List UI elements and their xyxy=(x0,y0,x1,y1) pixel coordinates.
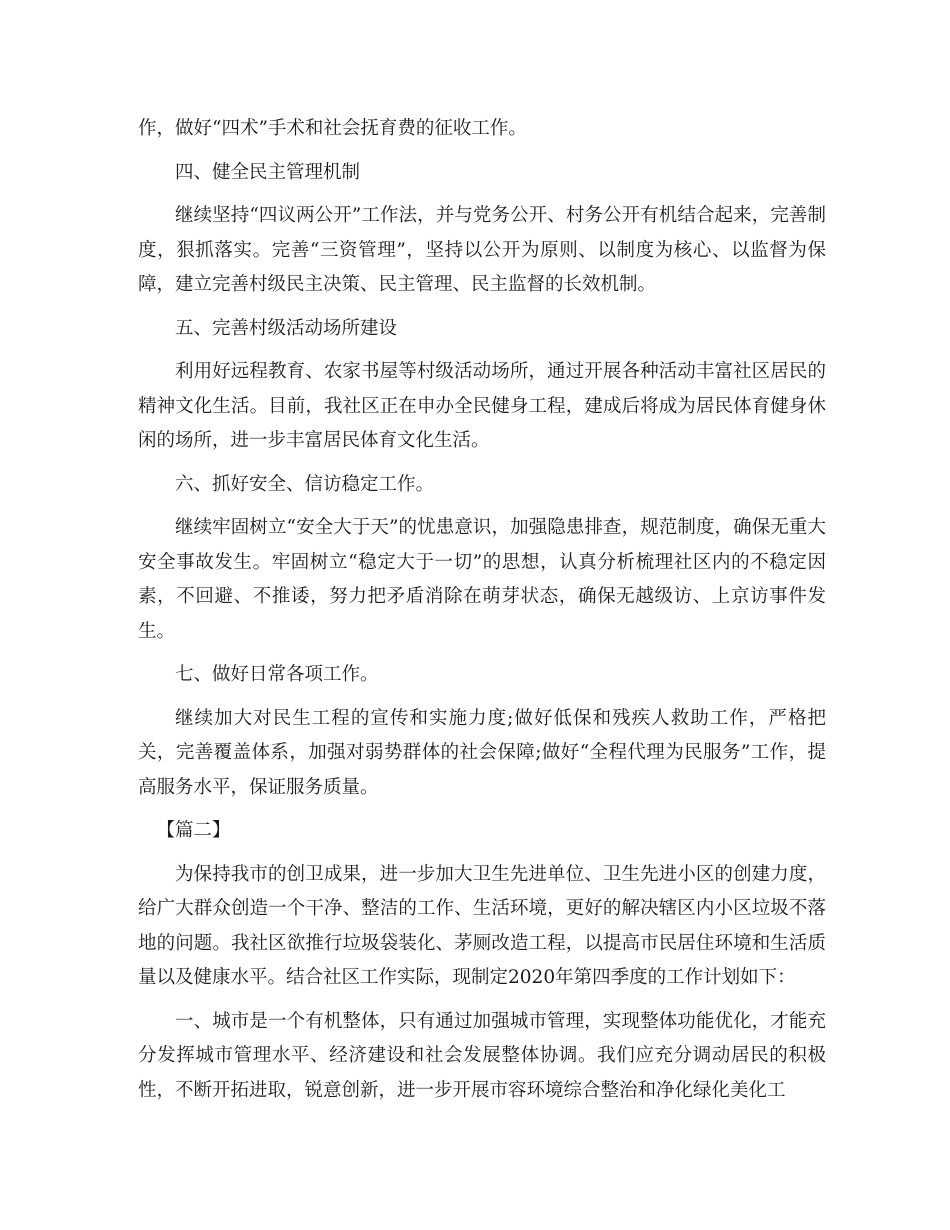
body-paragraph: 为保持我市的创卫成果，进一步加大卫生先进单位、卫生先进小区的创建力度，给广大群众创造一个干净、整洁的工作、生活环境，更好的解决辖区内小区垃圾不落地的问题。我社区欲推行垃圾袋装化、茅厕改造工程，以提高市民居住环境和生活质量以及健康水平。结合社区工作实际，现制定2020年第四季度的工作计划如下： xyxy=(138,863,826,988)
body-paragraph: 一、城市是一个有机整体，只有通过加强城市管理，实现整体功能优化，才能充分发挥城市管理水平、经济建设和社会发展整体协调。我们应充分调动居民的积极性，不断开拓进取，锐意创新，进一步开展市容环境综合整治和净化绿化美化工 xyxy=(138,1010,826,1101)
section-heading-6: 六、抓好安全、信访稳定工作。 xyxy=(175,473,435,495)
body-paragraph: 继续加大对民生工程的宣传和实施力度;做好低保和残疾人救助工作，严格把关，完善覆盖体系，加强对弱势群体的社会保障;做好“全程代理为民服务”工作，提高服务水平，保证服务质量。 xyxy=(138,707,826,798)
article-section-label: 【篇二】 xyxy=(156,820,231,841)
body-paragraph: 继续牢固树立“安全大于天”的忧患意识，加强隐患排查，规范制度，确保无重大安全事故发生。牢固树立“稳定大于一切”的思想，认真分析梳理社区内的不稳定因素，不回避、不推诿，努力把矛盾消除在萌芽状态，确保无越级访、上京访事件发生。 xyxy=(138,517,826,642)
body-paragraph: 利用好远程教育、农家书屋等村级活动场所，通过开展各种活动丰富社区居民的精神文化生活。目前，我社区正在申办全民健身工程，建成后将成为居民体育健身休闲的场所，进一步丰富居民体育文化生活。 xyxy=(138,361,826,451)
section-heading-7: 七、做好日常各项工作。 xyxy=(175,664,379,685)
section-heading-5: 五、完善村级活动场所建设 xyxy=(175,317,398,339)
document-body xyxy=(138,112,826,1108)
paragraph-continuation: 作，做好“四术”手术和社会抚育费的征收工作。 xyxy=(138,118,527,139)
body-paragraph: 继续坚持“四议两公开”工作法，并与党务公开、村务公开有机结合起来，完善制度，狠抓落实。完善“三资管理”，坚持以公开为原则、以制度为核心、以监督为保障，建立完善村级民主决策、民主管理、民主监督的长效机制。 xyxy=(138,205,826,295)
section-heading-4: 四、健全民主管理机制 xyxy=(175,161,361,183)
